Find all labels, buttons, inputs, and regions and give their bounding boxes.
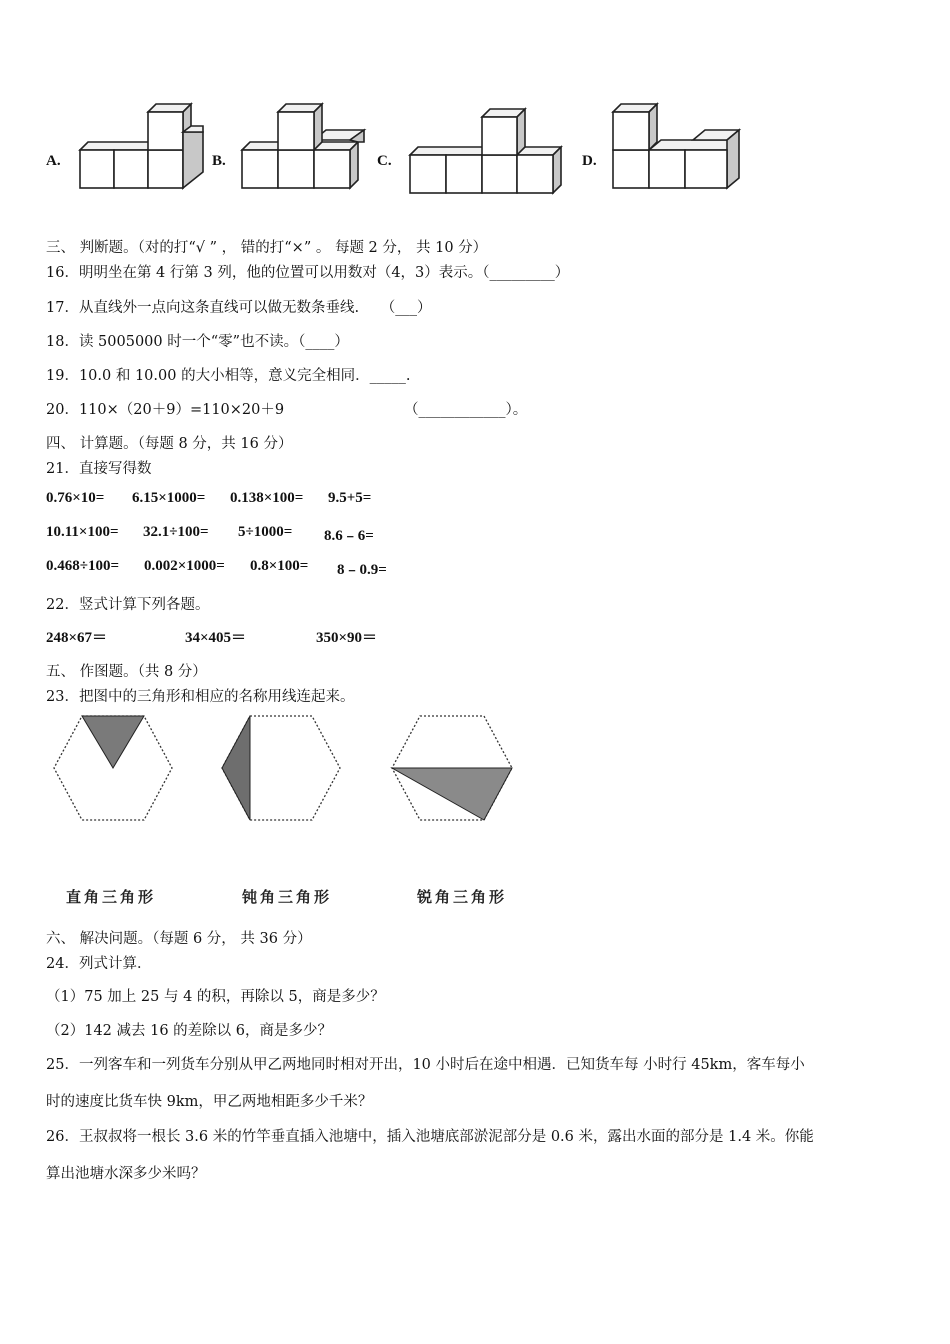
calc-r2-c1: 10.11×100= [46, 524, 119, 540]
question-20: 20．110×（20＋9）=110×20＋9 [46, 402, 285, 418]
calc-r1-c1: 0.76×10= [46, 490, 105, 506]
question-22: 22．竖式计算下列各题。 [46, 597, 210, 613]
vertical-calc-1: 248×67＝ [46, 630, 108, 646]
option-b-label: B. [212, 153, 226, 169]
vertical-calc-3: 350×90＝ [316, 630, 378, 646]
cube-figure-d [609, 100, 744, 195]
question-24: 24．列式计算． [46, 956, 152, 972]
hexagon-figure-2 [218, 712, 344, 824]
calc-r2-c3: 5÷1000= [238, 524, 293, 540]
hexagon-figure-1 [50, 712, 176, 824]
label-right-triangle: 直角三角形 [66, 888, 157, 906]
option-d-label: D. [582, 153, 597, 169]
section-5-title: 五、 作图题。（共 8 分） [46, 664, 207, 680]
cube-figure-c [406, 103, 566, 198]
question-25-line-2: 时的速度比货车快 9km，甲乙两地相距多少千米？ [46, 1094, 373, 1110]
calc-r2-c4: 8.6﹣6= [324, 528, 374, 544]
section-3-title: 三、 判断题。（对的打“√ ” ， 错的打“×” 。 每题 2 分， 共 10 分） [46, 240, 488, 256]
calc-r3-c4: 8﹣0.9= [337, 562, 387, 578]
calc-r3-c3: 0.8×100= [250, 558, 309, 574]
question-26-line-2: 算出池塘水深多少米吗？ [46, 1166, 206, 1182]
question-24-1: （1）75 加上 25 与 4 的积，再除以 5，商是多少？ [46, 989, 385, 1005]
calc-r1-c2: 6.15×1000= [132, 490, 206, 506]
section-4-title: 四、 计算题。（每题 8 分，共 16 分） [46, 436, 293, 452]
question-16: 16．明明坐在第 4 行第 3 列，他的位置可以用数对（4，3）表示。（_________） [46, 265, 570, 281]
vertical-calc-2: 34×405＝ [185, 630, 247, 646]
question-23: 23．把图中的三角形和相应的名称用线连起来。 [46, 689, 355, 705]
hexagon-figure-3 [388, 712, 516, 824]
question-24-2: （2）142 减去 16 的差除以 6，商是多少？ [46, 1023, 333, 1039]
label-obtuse-triangle: 钝角三角形 [242, 888, 333, 906]
cube-figure-a [76, 100, 211, 195]
question-17: 17．从直线外一点向这条直线可以做无数条垂线. （___） [46, 300, 432, 316]
question-21: 21．直接写得数 [46, 461, 152, 477]
section-6-title: 六、 解决问题。（每题 6 分， 共 36 分） [46, 931, 312, 947]
question-26-line-1: 26．王叔叔将一根长 3.6 米的竹竿垂直插入池塘中，插入池塘底部淤泥部分是 0.6 米，露出水面的部分是 1.4 米。你能 [46, 1129, 814, 1145]
cube-figure-b [238, 100, 368, 195]
option-a-label: A. [46, 153, 61, 169]
calc-r3-c1: 0.468÷100= [46, 558, 120, 574]
calc-r1-c3: 0.138×100= [230, 490, 304, 506]
calc-r2-c2: 32.1÷100= [143, 524, 209, 540]
question-25-line-1: 25．一列客车和一列货车分别从甲乙两地同时相对开出，10 小时后在途中相遇．已知货车每 小时行 45km，客车每小 [46, 1057, 805, 1073]
question-20-blank: （____________）。 [404, 402, 528, 418]
question-19: 19．10.0 和 10.00 的大小相等，意义完全相同．_____. [46, 368, 411, 384]
calc-r3-c2: 0.002×1000= [144, 558, 225, 574]
question-18: 18．读 5005000 时一个“零”也不读。（____） [46, 334, 349, 350]
label-acute-triangle: 锐角三角形 [417, 888, 508, 906]
calc-r1-c4: 9.5+5= [328, 490, 372, 506]
option-c-label: C. [377, 153, 392, 169]
